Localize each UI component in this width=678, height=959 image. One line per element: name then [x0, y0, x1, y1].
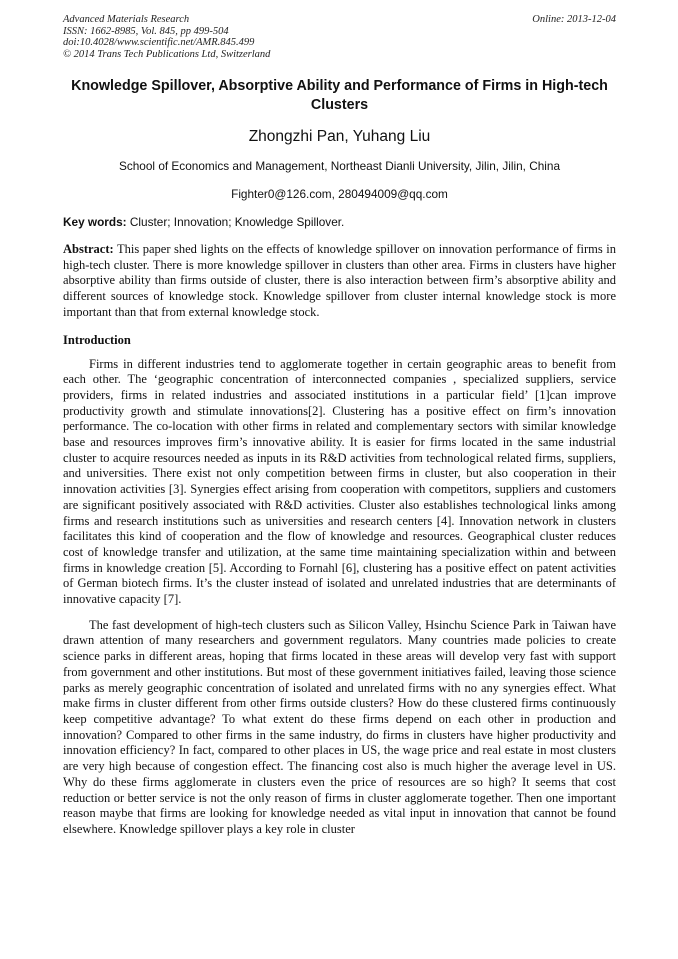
abstract-label: Abstract:: [63, 242, 114, 256]
paper-title: Knowledge Spillover, Absorptive Ability and Performance of Firms in High-tech Clusters: [71, 78, 608, 113]
journal-name: Advanced Materials Research: [63, 14, 190, 25]
paper-page: [63, 14, 616, 838]
keywords-line: [63, 215, 616, 229]
doi-line: doi:10.4028/www.scientific.net/AMR.845.499: [63, 37, 255, 48]
keywords-text: Cluster; Innovation; Knowledge Spillover.: [129, 215, 345, 229]
author-list: Zhongzhi Pan, Yuhang Liu: [248, 128, 431, 145]
body-paragraph: The fast development of high-tech clusters such as Silicon Valley, Hsinchu Science Park in Taiwan have drawn attention of many researchers and government regulators. Many countries made policies to create science parks in different areas, hoping that firms located in these areas will develop very fast with support from government and other institutions. But most of these government initiatives failed, leaving those science parks as merely geographic concentration of isolated and unrelated firms with no any synergies effect. What make firms in cluster different from other firms outside clusters? How do these clustered firms continuously keep competitive advantage? To what extent do these firms depend on each other in production and innovation? Compared to other firms in the same industry, do firms in clusters have higher productivity and innovation efficiency? In fact, compared to other places in US, the wage price and real estate in most clusters are very high because of congestion effect. The financing cost also is much higher the average level in US. Why do these firms agglomerate in clusters even the price of resources are so high? It seems that cost reduction or better service is not the only reason of firms in cluster agglomerate together. Then one important reason maybe that firms are looking for knowledge needed as vital input in innovation that cannot be found elsewhere. Knowledge spillover plays a key role in cluster: [63, 617, 616, 836]
online-date: Online: 2013-12-04: [532, 14, 616, 25]
copyright-line: © 2014 Trans Tech Publications Ltd, Switzerland: [63, 48, 271, 60]
author-emails: Fighter0@126.com, 280494009@qq.com: [231, 187, 448, 201]
abstract-section: [63, 242, 616, 321]
keywords-label: Key words:: [63, 215, 127, 229]
publication-header: [63, 14, 616, 60]
header-row-1: [63, 14, 616, 26]
introduction-heading: Introduction: [63, 332, 131, 347]
body-paragraph: Firms in different industries tend to agglomerate together in certain geographic areas to benefit from each other. The ‘geographic concentration of interconnected companies , specialized suppliers, service providers, firms in related industries and associated institutions in a particular field’ [1]can improve productivity growth and stimulate innovations[2]. Clustering has a positive effect on firm’s innovation performance. The co-location with other firms in related and complementary sectors with similar knowledge base and resources improves firm’s innovative ability. It is easier for firms located in the same industrial cluster to acquire resources needed as inputs in its R&D activities from technological related firms, suppliers, and universities. There exist not only competition between firms in cluster, but also cooperation in their innovation activities [3]. Synergies effect arising from cooperation with competitors, suppliers and customers are significant positively associated with R&D activities. Cluster also establishes technological links among firms and research institutions such as universities and research centers [4]. Innovation network in clusters facilitates this kind of cooperation and the flow of knowledge and resources. Geographical cluster reduces cost of knowledge transfer and utilization, at the same time maintaining specialization within and between firms in knowledge creation [5]. According to Fornahl [6], clustering has a positive effect on patent activities of German biotech firms. It’s the cluster instead of isolated and unrelated industries that are determinants of innovative capacity [7].: [63, 356, 616, 607]
issn-line: ISSN: 1662-8985, Vol. 845, pp 499-504: [63, 25, 229, 37]
affiliation: School of Economics and Management, Northeast Dianli University, Jilin, Jilin, China: [118, 159, 561, 173]
abstract-text: This paper shed lights on the effects of knowledge spillover on innovation performance of firms in high-tech cluster. There is more knowledge spillover in clusters than other area. Firms in clusters have higher absorptive ability than firms outside of cluster, there is also interaction between firm’s absorptive ability and different sources of knowledge stock. Knowledge spillover from cluster internal knowledge stock is more important than that from external knowledge stock.: [63, 242, 616, 319]
